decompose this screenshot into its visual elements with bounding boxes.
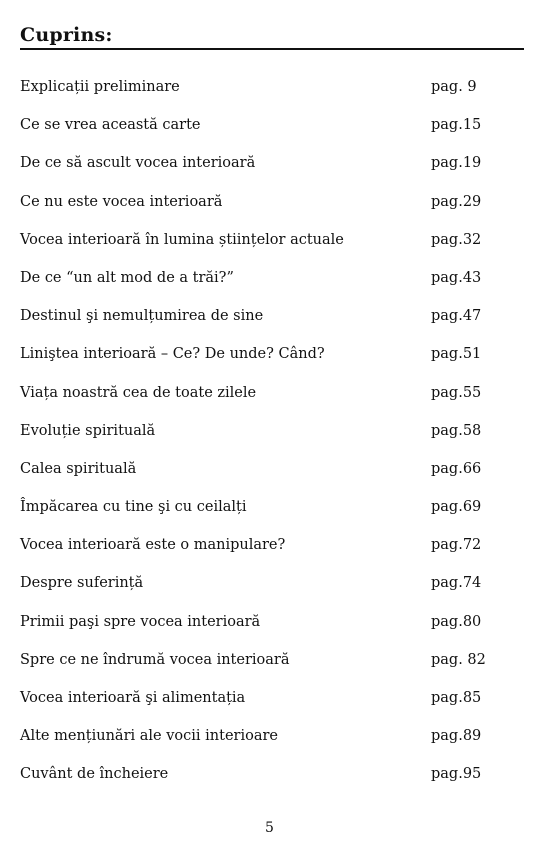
toc-entry-title: De ce “un alt mod de a trăi?” <box>20 269 234 286</box>
toc-row <box>20 144 490 182</box>
toc-entry-page: pag. 9 <box>431 79 477 95</box>
toc-row <box>20 374 490 412</box>
toc-entry-page: pag.80 <box>431 613 482 630</box>
toc-entry-page: pag.43 <box>431 269 482 286</box>
toc-entry-title: Vocea interioară este o manipulare? <box>20 537 286 554</box>
toc-row <box>20 183 490 221</box>
toc-entry-title: Viața noastră cea de toate zilele <box>20 384 257 401</box>
toc-entry-title: Destinul şi nemulțumirea de sine <box>20 308 264 325</box>
toc-entry-page: pag.51 <box>431 346 482 363</box>
toc-row <box>20 68 490 106</box>
toc-entry-page: pag.55 <box>431 384 482 401</box>
toc-entry-page: pag.29 <box>431 193 482 210</box>
toc-row <box>20 106 490 144</box>
toc-entry-page: pag.74 <box>431 575 482 592</box>
heading-rule <box>20 48 524 50</box>
toc-entry-title: Ce nu este vocea interioară <box>20 193 223 210</box>
toc-row <box>20 603 490 641</box>
toc-entry-page: pag.58 <box>431 422 482 439</box>
toc-entry-page: pag.95 <box>431 766 482 783</box>
toc-entry-title: Spre ce ne îndrumă vocea interioară <box>20 651 290 668</box>
toc-entry-page: pag.15 <box>431 117 482 134</box>
toc-row <box>20 755 490 793</box>
toc-entry-title: Alte mențiunări ale vocii interioare <box>20 728 278 745</box>
toc-entry-page: pag.66 <box>431 460 482 477</box>
toc-row <box>20 679 490 717</box>
toc-entry-title: Primii paşi spre vocea interioară <box>20 613 261 630</box>
toc-entry-title: Cuvânt de încheiere <box>20 766 169 783</box>
toc-entry-title: Vocea interioară şi alimentația <box>20 690 246 706</box>
toc-entry-page: pag. 82 <box>431 651 486 668</box>
toc-entry-title: Liniştea interioară – Ce? De unde? Când? <box>20 346 325 363</box>
toc-entry-page: pag.32 <box>431 231 482 248</box>
toc-row <box>20 259 490 297</box>
toc-row <box>20 641 490 679</box>
toc-row <box>20 450 490 488</box>
toc-row <box>20 221 490 259</box>
toc-row <box>20 335 490 373</box>
toc-entry-title: Evoluție spirituală <box>20 422 156 439</box>
toc-entry-page: pag.85 <box>431 690 482 706</box>
toc-entry-page: pag.89 <box>431 728 482 745</box>
toc-entry-title: Explicații preliminare <box>20 79 180 95</box>
table-of-contents <box>20 68 490 794</box>
toc-row <box>20 488 490 526</box>
toc-entry-title: Vocea interioară în lumina științelor actuale <box>20 231 344 248</box>
toc-entry-title: De ce să ascult vocea interioară <box>20 155 256 172</box>
toc-row <box>20 564 490 602</box>
page-number: 5 <box>265 820 274 836</box>
toc-row <box>20 297 490 335</box>
toc-entry-title: Ce se vrea această carte <box>20 117 201 134</box>
toc-entry-title: Calea spirituală <box>20 460 137 477</box>
toc-entry-page: pag.19 <box>431 155 482 172</box>
toc-entry-page: pag.47 <box>431 308 482 325</box>
toc-heading: Cuprins: <box>20 24 113 46</box>
toc-row <box>20 526 490 564</box>
toc-entry-title: Despre suferință <box>20 575 144 592</box>
toc-row <box>20 717 490 755</box>
toc-entry-page: pag.69 <box>431 499 482 516</box>
toc-entry-page: pag.72 <box>431 537 482 554</box>
toc-entry-title: Împăcarea cu tine şi cu ceilalți <box>20 499 247 516</box>
toc-row <box>20 412 490 450</box>
